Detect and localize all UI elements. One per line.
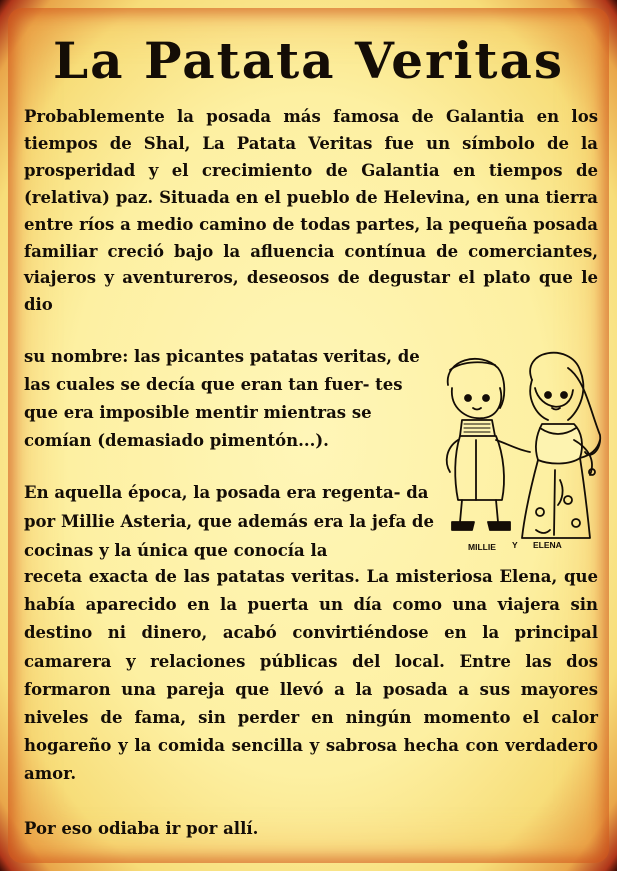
- paragraph-2: En aquella época, la posada era regenta- da por Millie Asteria, que además era la jefa de cocinas y la única que conocía la: [24, 483, 434, 560]
- paragraph-2-continued: receta exacta de las patatas veritas. La misteriosa Elena, que había aparecido en la puerta un día como una viajera sin destino ni dinero, acabó convirtiéndose en la principal camarera y relaciones públicas del local. Entre las dos formaron una pareja que llevó a la posada a sus mayores niveles de fama, sin perder en ningún momento el calor hogareño y la comida sencilla y sabrosa hecha con verdadero amor.: [24, 567, 598, 784]
- page-title: La Patata Veritas: [52, 31, 564, 90]
- caption-millie: MILLIE: [468, 542, 496, 552]
- paragraph-1-continued: su nombre: las picantes patatas veritas, de las cuales se decía que eran tan fuer- tes que era imposible mentir mientras se comían (demasiado pimentón...).: [24, 347, 420, 450]
- caption-elena: ELENA: [533, 540, 562, 550]
- closing-line: Por eso odiaba ir por allí.: [24, 819, 259, 838]
- caption-y: Y: [512, 540, 518, 550]
- paragraph-1: Probablemente la posada más famosa de Galantia en los tiempos de Shal, La Patata Veritas fue un símbolo de la prosperidad y el crecimiento de Galantia en tiempos de (relativa) paz. Situada en el pueblo de Helevina, en una tierra entre ríos a medio camino de todas partes, la pequeña posada familiar creció bajo la afluencia contínua de comerciantes, viajeros y aventureros, deseosos de degustar el plato que le dio: [24, 107, 598, 315]
- millie-and-elena-illustration: [440, 340, 605, 555]
